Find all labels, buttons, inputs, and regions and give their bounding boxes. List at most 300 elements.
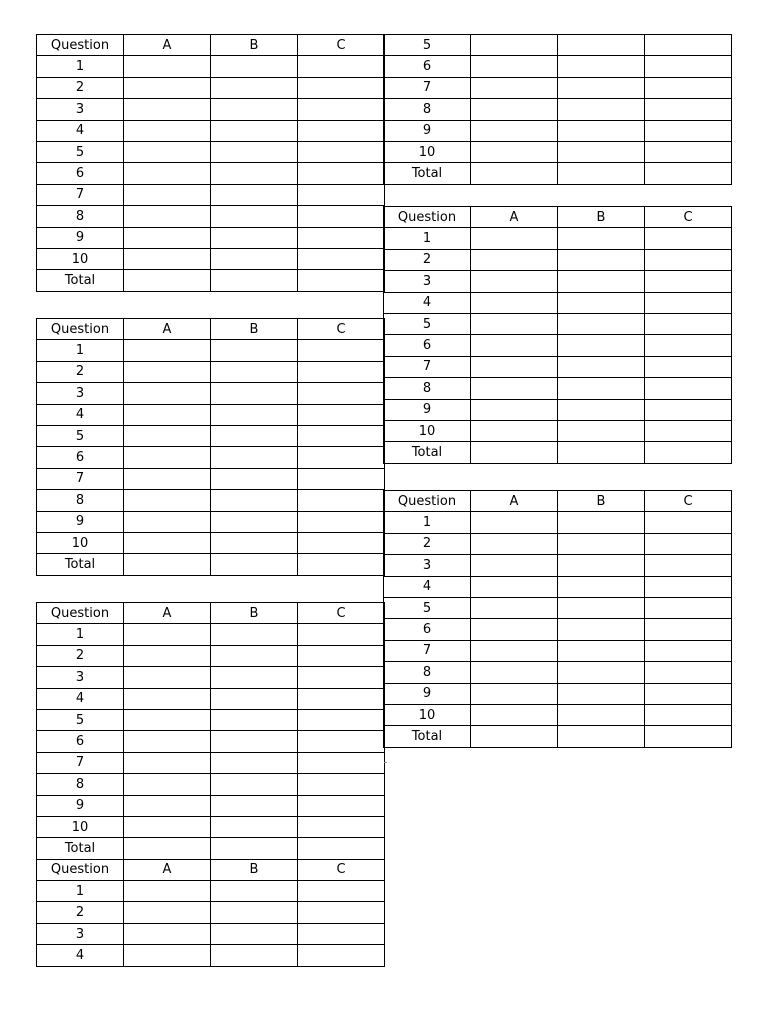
answer-cell[interactable] [645, 640, 732, 661]
answer-cell[interactable] [558, 597, 645, 618]
column-a-header: A [124, 859, 211, 880]
answer-cell[interactable] [211, 902, 298, 923]
answer-cell[interactable] [211, 227, 298, 248]
total-cell[interactable] [298, 838, 385, 859]
answer-cell[interactable] [124, 184, 211, 205]
row-label: 4 [37, 688, 124, 709]
answer-cell[interactable] [645, 120, 732, 141]
answer-cell[interactable] [298, 227, 385, 248]
answer-cell[interactable] [645, 56, 732, 77]
answer-cell[interactable] [471, 576, 558, 597]
answer-cell[interactable] [124, 99, 211, 120]
answer-cell[interactable] [645, 619, 732, 640]
answer-cell[interactable] [124, 774, 211, 795]
table-row [37, 383, 385, 404]
answer-cell[interactable] [471, 597, 558, 618]
row-label: 5 [384, 313, 471, 334]
answer-cell[interactable] [558, 335, 645, 356]
table-row [384, 597, 732, 618]
total-label: Total [384, 442, 471, 463]
header-row [384, 491, 732, 512]
answer-cell[interactable] [211, 77, 298, 98]
answer-cell[interactable] [124, 752, 211, 773]
answer-cell[interactable] [298, 99, 385, 120]
answer-cell[interactable] [211, 56, 298, 77]
answer-cell[interactable] [645, 399, 732, 420]
row-label: 3 [37, 99, 124, 120]
row-label: 3 [384, 271, 471, 292]
answer-cell[interactable] [471, 356, 558, 377]
header-row [37, 603, 385, 624]
answer-cell[interactable] [211, 340, 298, 361]
answer-cell[interactable] [124, 77, 211, 98]
score-table [36, 602, 385, 967]
table-row [37, 248, 385, 269]
answer-cell[interactable] [645, 662, 732, 683]
answer-cell[interactable] [124, 709, 211, 730]
table-row [37, 184, 385, 205]
answer-cell[interactable] [298, 645, 385, 666]
table-row [37, 902, 385, 923]
table-row [384, 619, 732, 640]
answer-cell[interactable] [558, 378, 645, 399]
total-cell[interactable] [471, 163, 558, 184]
total-row [37, 554, 385, 575]
column-b-header: B [211, 319, 298, 340]
answer-cell[interactable] [124, 667, 211, 688]
answer-cell[interactable] [558, 555, 645, 576]
total-cell[interactable] [124, 838, 211, 859]
score-table [36, 34, 385, 292]
answer-cell[interactable] [558, 399, 645, 420]
table-row [384, 378, 732, 399]
answer-cell[interactable] [211, 511, 298, 532]
answer-cell[interactable] [211, 447, 298, 468]
row-label: 5 [384, 597, 471, 618]
answer-cell[interactable] [298, 141, 385, 162]
answer-cell[interactable] [211, 945, 298, 966]
answer-cell[interactable] [558, 420, 645, 441]
answer-cell[interactable] [471, 335, 558, 356]
answer-cell[interactable] [558, 683, 645, 704]
answer-cell[interactable] [645, 683, 732, 704]
answer-cell[interactable] [558, 249, 645, 270]
total-cell[interactable] [124, 554, 211, 575]
answer-cell[interactable] [471, 619, 558, 640]
row-label: 6 [37, 163, 124, 184]
answer-cell[interactable] [471, 292, 558, 313]
column-b-header: B [211, 35, 298, 56]
column-b-header: B [558, 207, 645, 228]
answer-cell[interactable] [298, 667, 385, 688]
total-cell[interactable] [645, 163, 732, 184]
table-row [384, 533, 732, 554]
answer-cell[interactable] [211, 361, 298, 382]
answer-cell[interactable] [645, 356, 732, 377]
total-cell[interactable] [645, 726, 732, 747]
row-label: 9 [37, 227, 124, 248]
answer-cell[interactable] [124, 688, 211, 709]
table-row [37, 945, 385, 966]
answer-cell[interactable] [298, 774, 385, 795]
total-label: Total [37, 270, 124, 291]
answer-cell[interactable] [211, 774, 298, 795]
row-label: 1 [384, 512, 471, 533]
answer-cell[interactable] [124, 624, 211, 645]
score-table [36, 318, 385, 576]
answer-cell[interactable] [124, 881, 211, 902]
answer-cell[interactable] [558, 576, 645, 597]
row-label: 2 [384, 533, 471, 554]
answer-cell[interactable] [124, 511, 211, 532]
answer-cell[interactable] [645, 249, 732, 270]
answer-cell[interactable] [211, 667, 298, 688]
answer-cell[interactable] [124, 404, 211, 425]
row-label: 8 [384, 378, 471, 399]
row-label: 4 [384, 292, 471, 313]
row-label: 5 [37, 709, 124, 730]
table-row [384, 335, 732, 356]
row-label: 10 [384, 141, 471, 162]
row-label: 7 [384, 640, 471, 661]
column-c-header: C [298, 35, 385, 56]
table-row [384, 662, 732, 683]
answer-cell[interactable] [645, 512, 732, 533]
answer-cell[interactable] [211, 532, 298, 553]
total-label: Total [37, 838, 124, 859]
answer-cell[interactable] [211, 490, 298, 511]
answer-cell[interactable] [298, 120, 385, 141]
answer-cell[interactable] [211, 206, 298, 227]
answer-cell[interactable] [211, 404, 298, 425]
table-row [37, 340, 385, 361]
answer-cell[interactable] [645, 420, 732, 441]
answer-cell[interactable] [645, 576, 732, 597]
table-row [37, 511, 385, 532]
answer-cell[interactable] [298, 881, 385, 902]
answer-cell[interactable] [211, 425, 298, 446]
answer-cell[interactable] [124, 447, 211, 468]
answer-cell[interactable] [298, 511, 385, 532]
answer-cell[interactable] [211, 645, 298, 666]
table-row [384, 56, 732, 77]
table-row [37, 56, 385, 77]
answer-cell[interactable] [124, 532, 211, 553]
answer-cell[interactable] [211, 120, 298, 141]
answer-cell[interactable] [124, 923, 211, 944]
answer-cell[interactable] [558, 292, 645, 313]
answer-cell[interactable] [124, 945, 211, 966]
column-c-header: C [645, 207, 732, 228]
answer-cell[interactable] [558, 77, 645, 98]
answer-cell[interactable] [211, 163, 298, 184]
answer-cell[interactable] [471, 512, 558, 533]
total-cell[interactable] [558, 726, 645, 747]
table-row [384, 228, 732, 249]
total-cell[interactable] [211, 838, 298, 859]
answer-cell[interactable] [645, 77, 732, 98]
answer-cell[interactable] [298, 816, 385, 837]
table-row [384, 399, 732, 420]
answer-cell[interactable] [298, 532, 385, 553]
total-cell[interactable] [211, 554, 298, 575]
answer-cell[interactable] [298, 624, 385, 645]
answer-cell[interactable] [471, 640, 558, 661]
answer-cell[interactable] [558, 512, 645, 533]
answer-cell[interactable] [124, 56, 211, 77]
answer-cell[interactable] [471, 35, 558, 56]
answer-cell[interactable] [124, 468, 211, 489]
table-row [37, 468, 385, 489]
answer-cell[interactable] [124, 731, 211, 752]
answer-cell[interactable] [471, 704, 558, 725]
row-label: 7 [384, 356, 471, 377]
total-cell[interactable] [471, 726, 558, 747]
answer-cell[interactable] [298, 163, 385, 184]
answer-cell[interactable] [211, 688, 298, 709]
table-row [37, 361, 385, 382]
total-row [384, 726, 732, 747]
table-row [384, 420, 732, 441]
answer-cell[interactable] [645, 292, 732, 313]
table-row [384, 120, 732, 141]
answer-cell[interactable] [298, 383, 385, 404]
answer-cell[interactable] [645, 378, 732, 399]
answer-cell[interactable] [124, 816, 211, 837]
total-cell[interactable] [558, 442, 645, 463]
answer-cell[interactable] [645, 533, 732, 554]
row-label: 5 [384, 35, 471, 56]
answer-cell[interactable] [211, 881, 298, 902]
question-header: Question [384, 491, 471, 512]
row-label: 7 [37, 752, 124, 773]
answer-cell[interactable] [211, 248, 298, 269]
answer-cell[interactable] [471, 420, 558, 441]
answer-cell[interactable] [558, 141, 645, 162]
answer-cell[interactable] [211, 816, 298, 837]
row-label: 10 [384, 420, 471, 441]
answer-cell[interactable] [298, 731, 385, 752]
column-a-header: A [124, 35, 211, 56]
answer-cell[interactable] [298, 404, 385, 425]
answer-cell[interactable] [211, 624, 298, 645]
column-a-header: A [124, 319, 211, 340]
answer-cell[interactable] [211, 752, 298, 773]
answer-cell[interactable] [645, 335, 732, 356]
answer-cell[interactable] [298, 902, 385, 923]
answer-cell[interactable] [298, 425, 385, 446]
answer-cell[interactable] [471, 378, 558, 399]
total-cell[interactable] [645, 442, 732, 463]
answer-cell[interactable] [558, 313, 645, 334]
answer-cell[interactable] [471, 56, 558, 77]
answer-cell[interactable] [471, 683, 558, 704]
answer-cell[interactable] [471, 99, 558, 120]
row-label: 4 [384, 576, 471, 597]
answer-cell[interactable] [124, 120, 211, 141]
answer-cell[interactable] [124, 227, 211, 248]
answer-cell[interactable] [471, 555, 558, 576]
answer-cell[interactable] [645, 704, 732, 725]
column-a-header: A [471, 491, 558, 512]
answer-cell[interactable] [471, 271, 558, 292]
row-label: 4 [37, 945, 124, 966]
answer-cell[interactable] [645, 555, 732, 576]
answer-cell[interactable] [645, 597, 732, 618]
total-cell[interactable] [298, 270, 385, 291]
question-header: Question [384, 207, 471, 228]
answer-cell[interactable] [645, 35, 732, 56]
answer-cell[interactable] [298, 688, 385, 709]
answer-cell[interactable] [211, 468, 298, 489]
answer-cell[interactable] [558, 662, 645, 683]
row-label: 5 [37, 141, 124, 162]
answer-cell[interactable] [124, 902, 211, 923]
header-row [37, 319, 385, 340]
answer-cell[interactable] [298, 709, 385, 730]
answer-cell[interactable] [124, 141, 211, 162]
answer-cell[interactable] [298, 361, 385, 382]
answer-cell[interactable] [471, 120, 558, 141]
answer-cell[interactable] [471, 249, 558, 270]
answer-cell[interactable] [298, 184, 385, 205]
answer-cell[interactable] [645, 141, 732, 162]
table-row [384, 683, 732, 704]
table-row [384, 356, 732, 377]
answer-cell[interactable] [211, 731, 298, 752]
answer-cell[interactable] [298, 248, 385, 269]
row-label: 10 [37, 532, 124, 553]
row-label: 9 [384, 683, 471, 704]
answer-cell[interactable] [558, 56, 645, 77]
table-row [37, 77, 385, 98]
answer-cell[interactable] [124, 361, 211, 382]
row-label: 10 [384, 704, 471, 725]
answer-cell[interactable] [124, 340, 211, 361]
total-cell[interactable] [211, 270, 298, 291]
row-label: 7 [384, 77, 471, 98]
column-b-header: B [211, 603, 298, 624]
answer-cell[interactable] [124, 163, 211, 184]
answer-cell[interactable] [558, 640, 645, 661]
answer-cell[interactable] [558, 704, 645, 725]
answer-cell[interactable] [645, 313, 732, 334]
answer-cell[interactable] [558, 35, 645, 56]
answer-cell[interactable] [124, 206, 211, 227]
column-b-header: B [211, 859, 298, 880]
table-row [384, 99, 732, 120]
table-row [37, 206, 385, 227]
answer-cell[interactable] [124, 248, 211, 269]
answer-cell[interactable] [298, 56, 385, 77]
answer-cell[interactable] [471, 313, 558, 334]
row-label: 9 [37, 511, 124, 532]
answer-cell[interactable] [298, 206, 385, 227]
answer-cell[interactable] [558, 228, 645, 249]
row-label: 2 [37, 645, 124, 666]
row-label: 6 [37, 447, 124, 468]
answer-cell[interactable] [645, 99, 732, 120]
answer-cell[interactable] [298, 945, 385, 966]
table-row [37, 447, 385, 468]
answer-cell[interactable] [124, 383, 211, 404]
row-label: 6 [37, 731, 124, 752]
table-row [384, 35, 732, 56]
answer-cell[interactable] [211, 709, 298, 730]
answer-cell[interactable] [645, 271, 732, 292]
total-cell[interactable] [471, 442, 558, 463]
answer-cell[interactable] [298, 795, 385, 816]
row-label: 10 [37, 816, 124, 837]
answer-cell[interactable] [298, 752, 385, 773]
answer-cell[interactable] [124, 645, 211, 666]
answer-cell[interactable] [558, 271, 645, 292]
answer-cell[interactable] [211, 923, 298, 944]
answer-cell[interactable] [558, 619, 645, 640]
score-table [383, 490, 732, 748]
answer-cell[interactable] [298, 490, 385, 511]
answer-cell[interactable] [471, 533, 558, 554]
answer-cell[interactable] [298, 340, 385, 361]
answer-cell[interactable] [298, 77, 385, 98]
answer-cell[interactable] [471, 662, 558, 683]
table-row [384, 555, 732, 576]
header-row [37, 35, 385, 56]
row-label: 6 [384, 56, 471, 77]
column-b-header: B [558, 491, 645, 512]
answer-cell[interactable] [124, 795, 211, 816]
answer-cell[interactable] [558, 356, 645, 377]
total-cell[interactable] [298, 554, 385, 575]
answer-cell[interactable] [558, 99, 645, 120]
table-row [37, 688, 385, 709]
table-row [384, 704, 732, 725]
header-row [384, 207, 732, 228]
answer-cell[interactable] [211, 795, 298, 816]
table-row [384, 77, 732, 98]
answer-cell[interactable] [298, 468, 385, 489]
table-row [384, 512, 732, 533]
answer-cell[interactable] [124, 425, 211, 446]
table-row [37, 163, 385, 184]
answer-cell[interactable] [298, 923, 385, 944]
answer-cell[interactable] [124, 490, 211, 511]
answer-cell[interactable] [211, 99, 298, 120]
answer-cell[interactable] [645, 228, 732, 249]
row-label: 6 [384, 619, 471, 640]
total-cell[interactable] [124, 270, 211, 291]
answer-cell[interactable] [298, 447, 385, 468]
row-label: 7 [37, 184, 124, 205]
answer-cell[interactable] [211, 141, 298, 162]
answer-cell[interactable] [211, 383, 298, 404]
total-cell[interactable] [558, 163, 645, 184]
table-row [37, 774, 385, 795]
row-label: 1 [37, 881, 124, 902]
total-row [37, 270, 385, 291]
answer-cell[interactable] [471, 399, 558, 420]
answer-cell[interactable] [471, 77, 558, 98]
total-row [37, 838, 385, 859]
answer-cell[interactable] [558, 120, 645, 141]
table-row [37, 120, 385, 141]
answer-cell[interactable] [211, 184, 298, 205]
answer-cell[interactable] [471, 141, 558, 162]
answer-cell[interactable] [558, 533, 645, 554]
table-row [37, 532, 385, 553]
table-row [37, 490, 385, 511]
answer-cell[interactable] [471, 228, 558, 249]
